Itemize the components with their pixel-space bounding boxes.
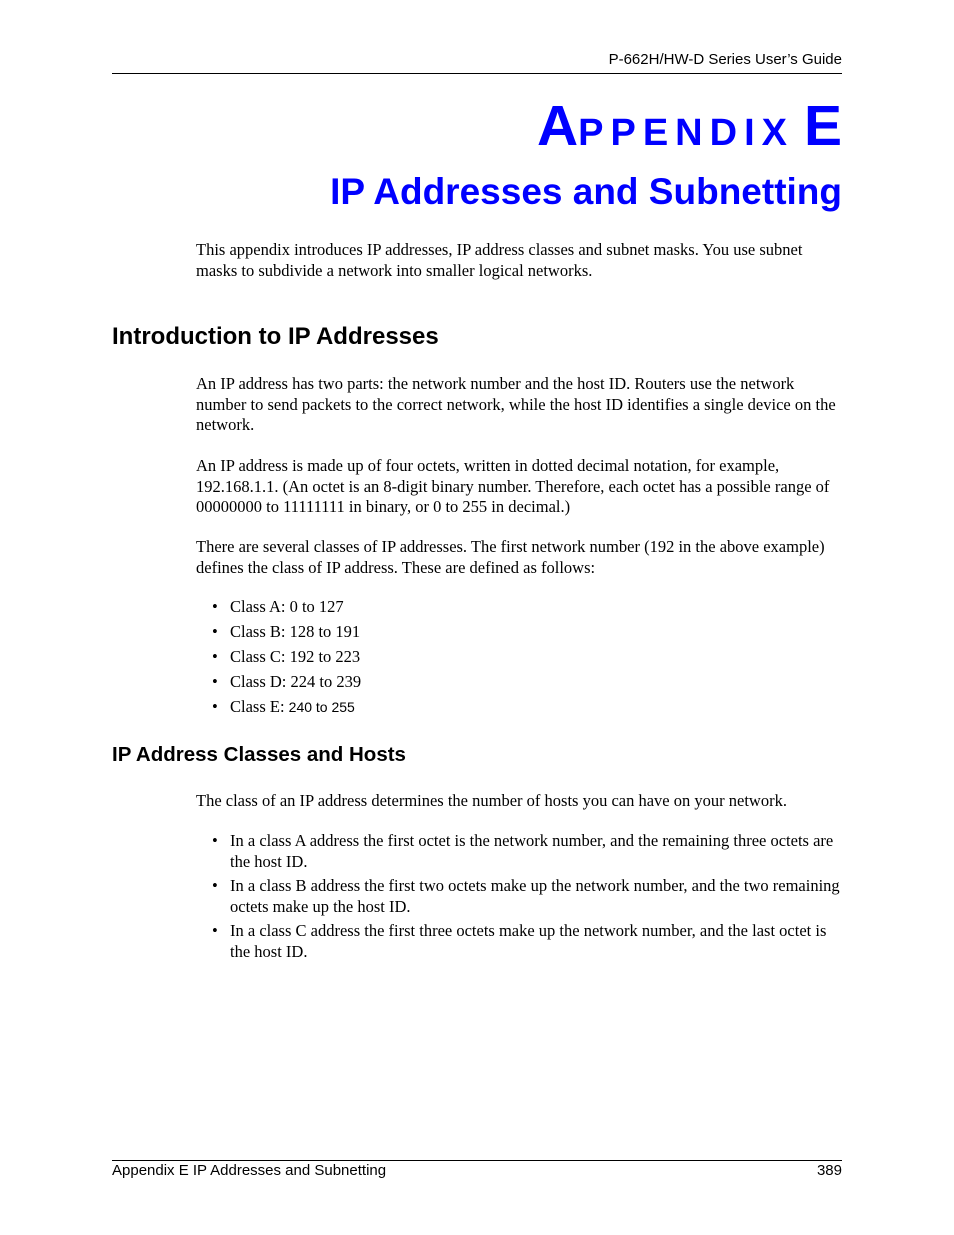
list-item: • In a class B address the first two octets make up the network number, and the two remaining octets make up the host ID. [212, 876, 840, 916]
list-item: • Class D: 224 to 239 [212, 672, 362, 691]
paragraph-octets: An IP address is made up of four octets, written in dotted decimal notation, for example, 192.168.1.1. (An octet is an 8-digit binary number. Therefore, each octet has a possible range of 00000000 to 11111111 in binary, or 0 to 255 in decimal.) [196, 456, 830, 516]
list-item: • Class E: 240 to 255 [212, 697, 355, 716]
running-footer: Appendix E IP Addresses and Subnetting [112, 1162, 387, 1179]
bullet: • [212, 597, 218, 616]
bullet: • [212, 697, 218, 716]
appendix-label [536, 94, 842, 158]
bullet: • [212, 876, 218, 895]
running-header: P-662H/HW-D Series User’s Guide [608, 51, 842, 68]
list-item: • In a class C address the first three octets make up the network number, and the last octet is the host ID. [212, 921, 827, 961]
list-item: • In a class A address the first octet is the network number, and the remaining three octets are the host ID. [212, 831, 834, 871]
appendix-word-rest: PPENDIX [578, 112, 794, 154]
bullet: • [212, 921, 218, 940]
appendix-first-letter: A [536, 94, 579, 158]
paragraph-classes: There are several classes of IP addresses. The first network number (192 in the above example) defines the class of IP address. These are defined as follows: [196, 537, 825, 577]
footer-divider [112, 1160, 842, 1161]
paragraph-class-hosts: The class of an IP address determines the number of hosts you can have on your network. [196, 791, 787, 810]
appendix-letter: E [803, 94, 842, 158]
list-item: • Class B: 128 to 191 [212, 622, 361, 641]
header-divider [112, 73, 842, 74]
bullet: • [212, 622, 218, 641]
paragraph-ip-parts: An IP address has two parts: the network number and the host ID. Routers use the network number to send packets to the correct network, while the host ID identifies a single device on the network. [196, 374, 836, 434]
bullet: • [212, 831, 218, 850]
intro-paragraph: This appendix introduces IP addresses, IP address classes and subnet masks. You use subnet masks to subdivide a network into smaller logical networks. [196, 240, 803, 280]
bullet: • [212, 672, 218, 691]
list-item: • Class A: 0 to 127 [212, 597, 344, 616]
section-heading-classes-hosts: IP Address Classes and Hosts [112, 743, 406, 766]
chapter-title: IP Addresses and Subnetting [330, 171, 842, 212]
bullet: • [212, 647, 218, 666]
class-octet-list [212, 831, 842, 962]
section-heading-introduction: Introduction to IP Addresses [112, 323, 439, 350]
list-item: • Class C: 192 to 223 [212, 647, 361, 666]
ip-class-list [212, 597, 842, 718]
page-number: 389 [816, 1162, 842, 1179]
